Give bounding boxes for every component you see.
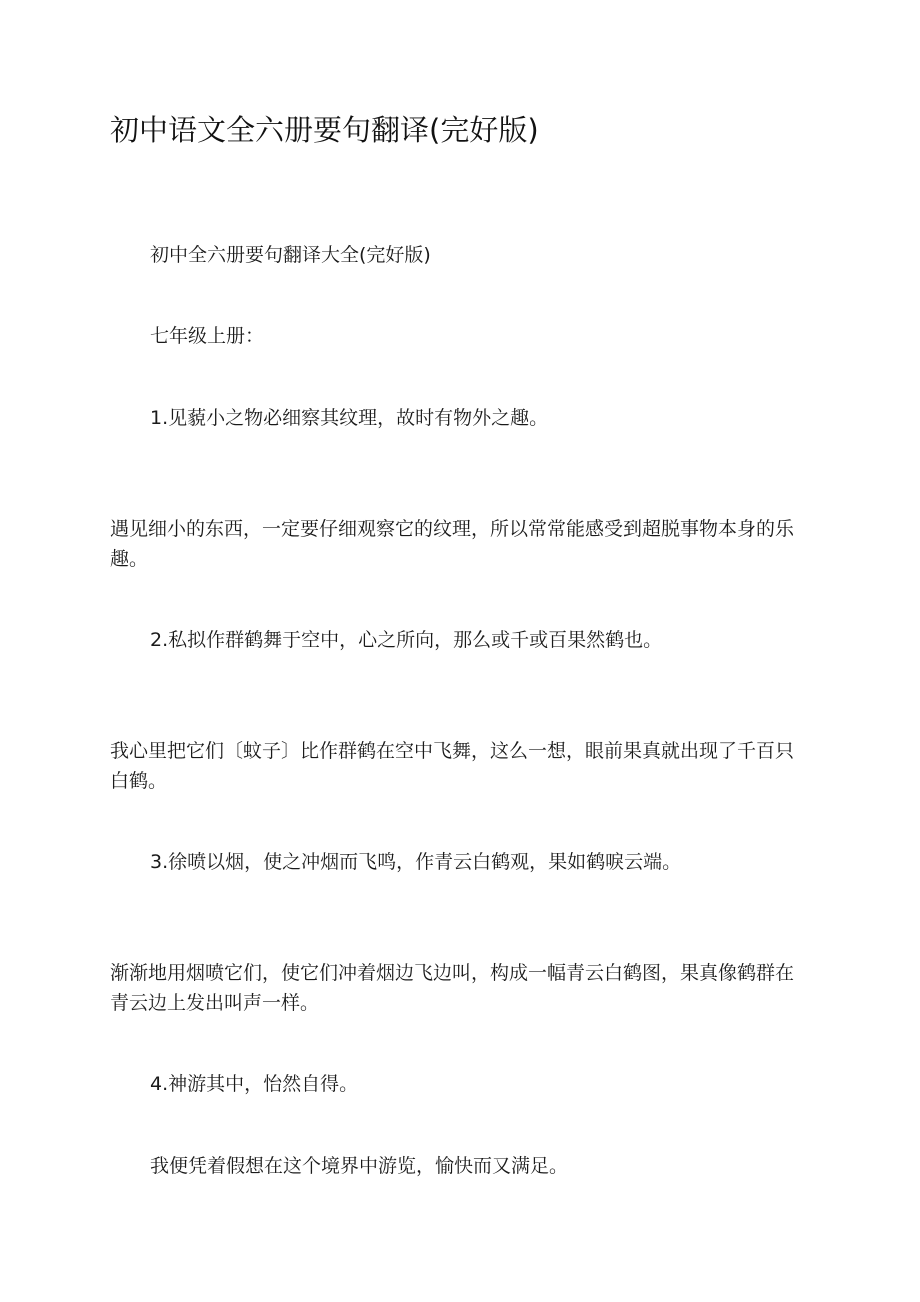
- original-sentence-3: 3.徐喷以烟，使之冲烟而飞鸣，作青云白鹤观，果如鹤唳云端。: [150, 851, 682, 873]
- translation-1: 遇见细小的东西，一定要仔细观察它的纹理，所以常常能感受到超脱事物本身的乐趣。: [110, 518, 795, 570]
- translation-4: 我便凭着假想在这个境界中游览，愉快而又满足。: [150, 1155, 569, 1177]
- translation-3: 渐渐地用烟喷它们，使它们冲着烟边飞边叫，构成一幅青云白鹤图，果真像鹤群在青云边上发出叫声一样。: [110, 962, 795, 1014]
- original-sentence-1: 1.见藐小之物必细察其纹理，故时有物外之趣。: [150, 407, 549, 429]
- document-subtitle: 初中全六册要句翻译大全(完好版): [150, 244, 431, 266]
- original-sentence-4: 4.神游其中，怡然自得。: [150, 1073, 359, 1095]
- document-title: 初中语文全六册要句翻译(完好版): [110, 113, 539, 147]
- section-heading: 七年级上册：: [150, 325, 265, 347]
- original-sentence-2: 2.私拟作群鹤舞于空中，心之所向，那么或千或百果然鹤也。: [150, 629, 663, 651]
- translation-2: 我心里把它们〔蚊子〕比作群鹤在空中飞舞，这么一想，眼前果真就出现了千百只白鹤。: [110, 740, 795, 792]
